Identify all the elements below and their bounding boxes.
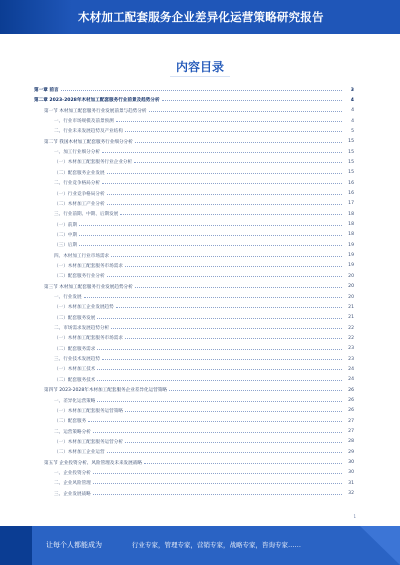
toc-entry-text: 第一节 木材加工配套服务行业发展前景与趋势分析 [44, 108, 147, 114]
toc-entry-text: （三）后期 [54, 243, 77, 249]
toc-entry-page: 23 [348, 356, 354, 362]
toc-entry[interactable] [34, 314, 354, 322]
toc-leader-dots [84, 296, 342, 298]
footer-slogan-left: 让每个人都能成为 [46, 541, 102, 549]
toc-leader-dots [107, 203, 342, 205]
toc-leader-dots [125, 441, 342, 443]
toc-entry-text: 第一章 前言 [34, 88, 59, 93]
toc-entry[interactable] [34, 490, 354, 498]
toc-entry-page: 21 [348, 304, 354, 310]
toc-leader-dots [116, 120, 342, 122]
toc-leader-dots [144, 462, 342, 464]
table-of-contents [34, 86, 354, 506]
toc-entry-text: 四、木材加工行业市场需求 [54, 253, 110, 259]
toc-entry[interactable] [34, 397, 354, 405]
toc-entry[interactable] [34, 148, 354, 156]
toc-entry-text: 二、市场需求发展趋势分析 [54, 326, 110, 332]
toc-entry-text: （一）前期 [54, 222, 77, 228]
report-title: 木材加工配套服务企业差异化运营策略研究报告 [78, 10, 324, 24]
toc-entry-text: （二）木材加工企业运营 [54, 450, 105, 456]
toc-leader-dots [162, 99, 342, 101]
toc-entry[interactable] [34, 221, 354, 229]
toc-entry[interactable] [34, 365, 354, 373]
toc-entry[interactable] [34, 200, 354, 208]
toc-entry-text: 二、运营策略分析 [54, 429, 91, 435]
toc-entry[interactable] [34, 283, 354, 291]
toc-entry-page: 16 [348, 191, 354, 196]
toc-title-divider [170, 76, 230, 77]
toc-entry[interactable] [34, 252, 354, 260]
toc-leader-dots [102, 151, 342, 153]
toc-entry[interactable] [34, 127, 354, 135]
toc-entry-page: 4 [351, 108, 354, 114]
toc-entry[interactable] [34, 479, 354, 487]
toc-leader-dots [107, 275, 342, 277]
toc-entry-text: 二、行业未来发展趋势及产业结构 [54, 129, 123, 135]
toc-leader-dots [97, 348, 342, 350]
toc-entry-page: 30 [348, 460, 354, 466]
toc-leader-dots [88, 420, 342, 422]
toc-leader-dots [107, 451, 342, 453]
toc-entry-page: 27 [348, 418, 354, 424]
toc-entry-page: 19 [348, 263, 354, 269]
toc-leader-dots [93, 431, 342, 433]
toc-entry-text: （二）中期 [54, 232, 77, 238]
toc-title: 内容目录 [175, 60, 224, 74]
toc-entry[interactable] [34, 324, 354, 332]
toc-entry[interactable] [34, 190, 354, 198]
toc-entry[interactable] [34, 272, 354, 280]
toc-leader-dots [79, 224, 342, 226]
toc-entry[interactable] [34, 448, 354, 456]
toc-entry-page: 32 [348, 491, 354, 497]
toc-entry-text: （一）木材加工技术 [54, 367, 96, 373]
toc-entry-text: （二）配套服务行业分析 [54, 274, 105, 280]
toc-entry-page: 16 [348, 180, 354, 186]
toc-entry-text: （一）木材加工配套服务市场需求 [54, 263, 123, 269]
toc-entry-page: 23 [348, 346, 354, 352]
toc-entry-page: 18 [348, 232, 354, 238]
header-accent [0, 0, 72, 34]
toc-entry-text: （一）木材加工企业发展趋势 [54, 305, 114, 311]
toc-entry-page: 29 [348, 449, 354, 455]
toc-leader-dots [97, 379, 342, 381]
toc-entry[interactable] [34, 117, 354, 125]
toc-entry-text: （二）配套服务发展 [54, 315, 96, 321]
toc-leader-dots [169, 389, 342, 391]
toc-entry[interactable] [34, 376, 354, 384]
toc-leader-dots [97, 368, 342, 370]
footer-slogan-right: 行业专家，管理专家，营销专家，战略专家，咨询专家…… [132, 541, 301, 549]
toc-entry[interactable] [34, 345, 354, 353]
toc-leader-dots [61, 89, 342, 91]
footer-accent [0, 526, 32, 565]
toc-entry-page: 24 [348, 366, 354, 372]
toc-entry-page: 19 [348, 242, 354, 248]
toc-entry-text: 第二章 2023-2028年木材加工配套服务行业前景及趋势分析 [34, 98, 160, 104]
toc-entry-page: 17 [348, 201, 354, 207]
toc-entry-text: （一）木材加工配套服务市场需求 [54, 336, 123, 342]
toc-entry-page: 18 [348, 211, 354, 217]
toc-leader-dots [116, 306, 342, 308]
toc-leader-dots [107, 193, 342, 195]
toc-entry-page: 15 [348, 149, 354, 155]
toc-entry-text: （二）配套服务技术 [54, 377, 96, 383]
toc-entry[interactable] [34, 158, 354, 166]
toc-entry[interactable] [34, 386, 354, 394]
toc-entry[interactable] [34, 96, 354, 104]
toc-entry[interactable] [34, 262, 354, 270]
toc-leader-dots [125, 410, 342, 412]
toc-entry-text: （一）木材加工配套服务行业企业分析 [54, 160, 133, 166]
toc-leader-dots [97, 317, 342, 319]
toc-entry-page: 21 [348, 315, 354, 321]
toc-entry-text: 三、行业技术发展趋势 [54, 357, 100, 363]
toc-entry[interactable] [34, 438, 354, 446]
toc-entry-text: 一、行业市场规模及前景预测 [54, 119, 114, 125]
toc-leader-dots [79, 244, 342, 246]
toc-entry-text: （一）行业竞争格局分析 [54, 191, 105, 197]
toc-entry-text: 二、行业竞争格局分析 [54, 181, 100, 187]
toc-leader-dots [111, 327, 342, 329]
toc-entry-text: 一、企业投资分析 [54, 470, 91, 476]
toc-leader-dots [125, 265, 342, 267]
toc-entry[interactable] [34, 107, 354, 115]
toc-entry-text: 第三节 木材加工配套服务行业发展趋势分析 [44, 284, 133, 290]
toc-leader-dots [102, 182, 342, 184]
toc-entry-text: 第四节 2023-2028年木材加工配套服务企业差异化运营策略 [44, 388, 167, 394]
toc-entry-text: 一、加工行业细分分析 [54, 150, 100, 156]
toc-entry-page: 22 [348, 335, 354, 341]
toc-entry-page: 19 [348, 253, 354, 259]
toc-entry-text: 三、行业前期、中期、后期发展 [54, 212, 119, 218]
toc-entry-page: 3 [350, 87, 354, 93]
toc-leader-dots [120, 213, 342, 215]
toc-entry-page: 4 [350, 97, 354, 103]
toc-leader-dots [111, 255, 342, 257]
toc-entry-page: 30 [348, 470, 354, 476]
toc-entry-text: 第二节 我国木材加工配套服务行业细分分析 [44, 139, 133, 145]
toc-leader-dots [135, 141, 342, 143]
toc-entry[interactable] [34, 179, 354, 187]
toc-entry[interactable] [34, 459, 354, 467]
toc-leader-dots [93, 493, 342, 495]
page-number: 1 [353, 514, 356, 519]
toc-leader-dots [93, 482, 342, 484]
toc-entry-page: 31 [348, 480, 354, 486]
toc-entry[interactable] [34, 86, 354, 94]
toc-entry[interactable] [34, 138, 354, 146]
toc-entry-text: 一、差异化运营策略 [54, 398, 96, 404]
toc-entry-text: （二）配套服务 [54, 419, 87, 425]
toc-entry-text: （二）配套服务需求 [54, 346, 96, 352]
toc-entry-text: （一）木材加工配套服务运营策略 [54, 408, 123, 414]
toc-entry[interactable] [34, 303, 354, 311]
toc-entry-page: 5 [351, 128, 354, 134]
toc-entry-page: 28 [348, 439, 354, 445]
toc-entry[interactable] [34, 169, 354, 177]
toc-entry[interactable] [34, 293, 354, 301]
toc-leader-dots [149, 110, 342, 112]
toc-leader-dots [107, 172, 342, 174]
toc-entry-page: 15 [348, 139, 354, 145]
toc-leader-dots [79, 234, 342, 236]
toc-entry[interactable] [34, 407, 354, 415]
toc-entry-page: 15 [348, 159, 354, 165]
toc-entry[interactable] [34, 428, 354, 436]
toc-entry[interactable] [34, 231, 354, 239]
toc-entry[interactable] [34, 210, 354, 218]
toc-entry-page: 18 [348, 222, 354, 228]
toc-entry[interactable] [34, 355, 354, 363]
toc-leader-dots [125, 130, 342, 132]
toc-leader-dots [135, 286, 342, 288]
toc-entry[interactable] [34, 417, 354, 425]
toc-entry[interactable] [34, 469, 354, 477]
toc-entry-text: 一、行业发展 [54, 295, 82, 300]
toc-leader-dots [97, 400, 342, 402]
toc-entry-page: 20 [348, 294, 354, 300]
toc-entry-page: 27 [348, 429, 354, 435]
toc-entry-page: 26 [348, 398, 354, 403]
toc-leader-dots [125, 337, 342, 339]
toc-entry-text: （一）木材加工配套服务运营分析 [54, 439, 123, 445]
toc-entry-text: （二）木材加工产业分析 [54, 201, 105, 207]
toc-entry-page: 4 [351, 118, 354, 124]
toc-entry-page: 15 [348, 170, 354, 176]
toc-leader-dots [134, 161, 342, 163]
toc-entry-page: 26 [348, 408, 354, 414]
toc-entry-page: 22 [348, 325, 354, 331]
toc-entry-page: 20 [348, 273, 354, 279]
toc-entry-text: 第五节 企业投资分析、风险管理及未来发展战略 [44, 460, 142, 466]
toc-entry-text: 二、企业风险管理 [54, 481, 91, 487]
toc-entry-page: 20 [348, 284, 354, 290]
toc-entry-text: 三、企业发展战略 [54, 491, 91, 497]
toc-entry[interactable] [34, 241, 354, 249]
toc-entry-text: （二）配套服务企业发展 [54, 170, 105, 176]
toc-entry-page: 26 [348, 387, 354, 393]
toc-entry-page: 24 [348, 377, 354, 383]
toc-leader-dots [102, 358, 342, 360]
toc-leader-dots [93, 472, 342, 474]
toc-entry[interactable] [34, 334, 354, 342]
